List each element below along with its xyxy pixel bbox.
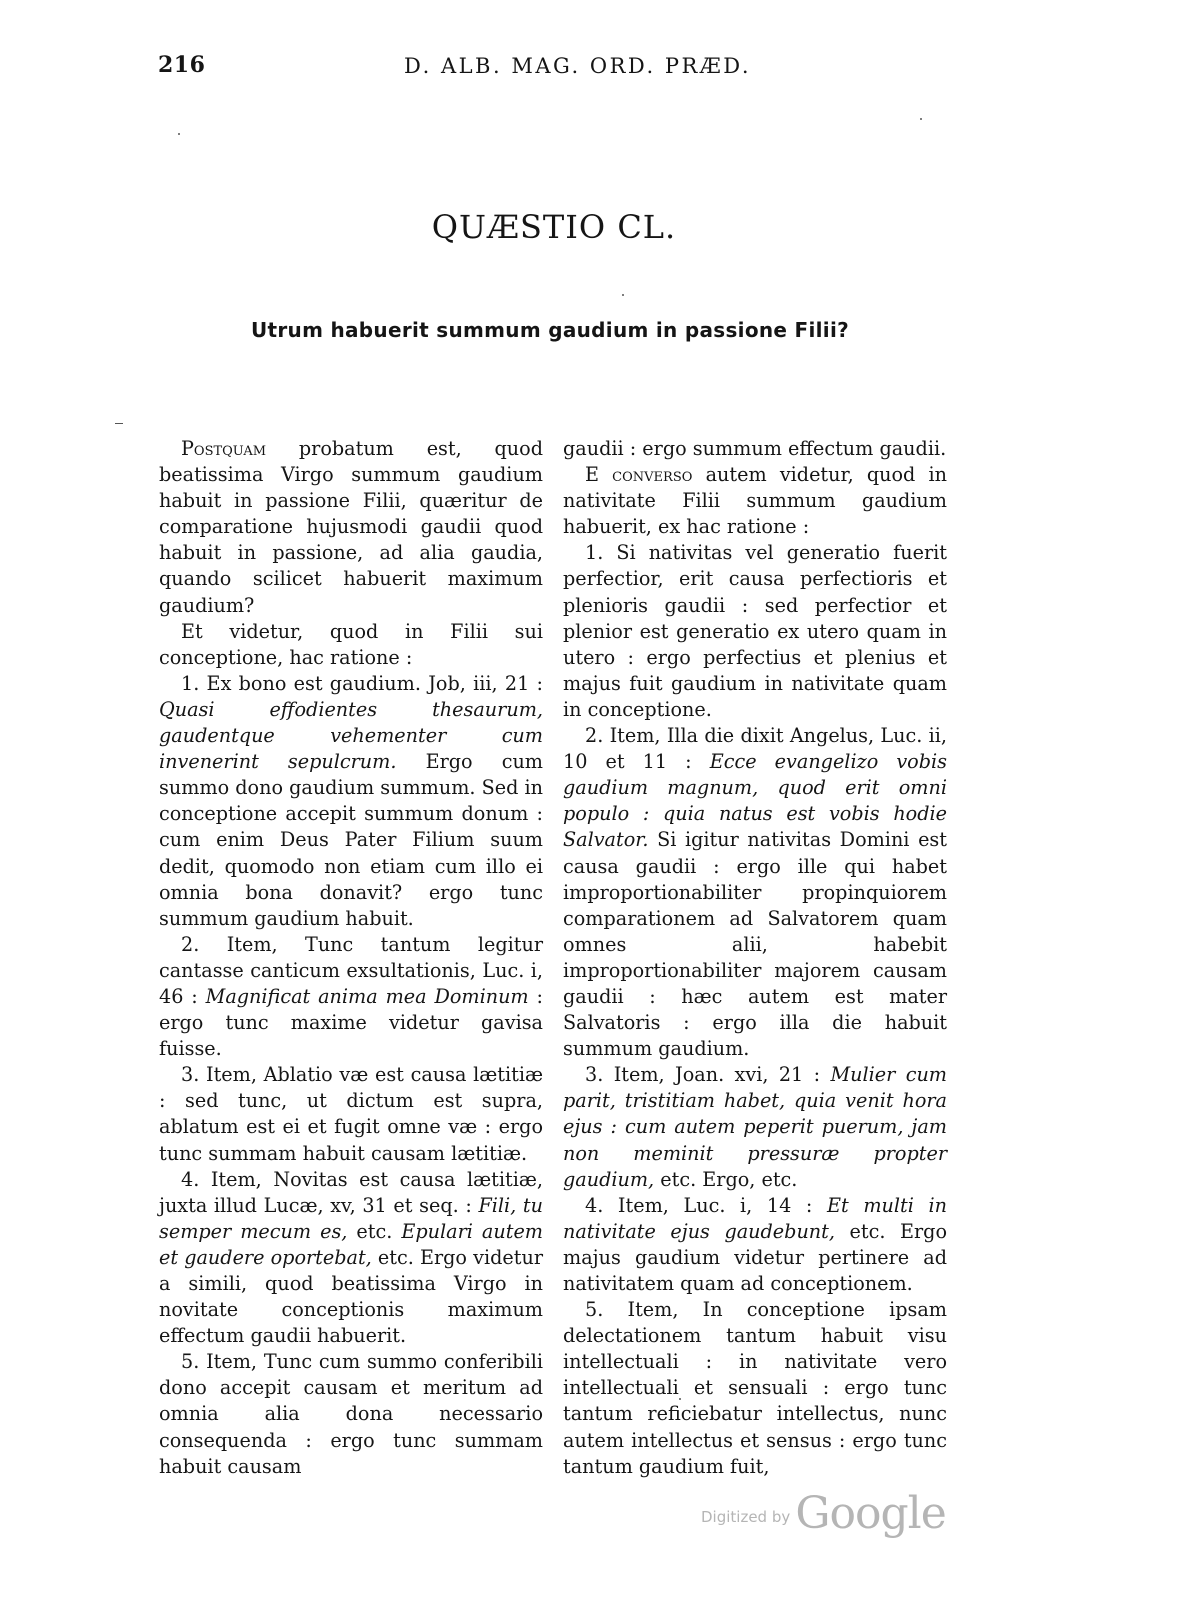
paragraph: [563, 1062, 947, 1192]
chapter-title: [0, 208, 1100, 246]
paragraph-text: etc.: [347, 1219, 402, 1243]
scan-speck: [920, 118, 922, 120]
paragraph-text: 3. Item, Joan. xvi, 21 :: [585, 1063, 831, 1087]
paragraph: [563, 723, 947, 1062]
paragraph-text: 2. Item, Illa die dixit Angelus, Luc. ii, 10 et 11 :: [563, 724, 947, 774]
paragraph: [159, 436, 543, 619]
scripture-quote: Ecce evangelizo vobis gaudium magnum, quod erit omni populo : quia natus est vobis hodie Salvator.: [563, 750, 947, 852]
paragraph: [563, 462, 947, 540]
scan-speck: [622, 294, 624, 296]
paragraph: gaudii : ergo summum effectum gaudii.: [563, 437, 947, 460]
paragraph: [159, 671, 543, 932]
paragraph: [159, 932, 543, 1062]
scripture-quote: Fili, tu semper mecum es,: [159, 1193, 543, 1243]
chapter-title-text: QUÆSTIO CL.: [431, 208, 677, 246]
paragraph-text: etc. Ergo majus gaudium videtur pertinere ad nativitatem quam ad conceptionem.: [563, 1219, 947, 1295]
scripture-quote: Epulari autem et gaudere oportebat,: [159, 1219, 543, 1269]
left-column: [159, 436, 543, 1480]
right-column: [563, 436, 947, 1480]
paragraph-text: 1. Ex bono est gaudium. Job, iii, 21 :: [181, 671, 543, 695]
paragraph: [563, 1193, 947, 1297]
paragraph-text: etc. Ergo, etc.: [654, 1167, 798, 1191]
watermark-prefix: Digitized by: [701, 1508, 791, 1526]
paragraph: Et videtur, quod in Filii sui conceptione, hac ratione :: [159, 619, 543, 669]
paragraph: 5. Item, In conceptione ipsam delectationem tantum habuit visu intellectuali : in nativitate vero intellectuali et sensuali : ergo tunc tantum reficiebatur intellectus, nunc autem intellectus et sensus : ergo tunc tantum gaudium fuit,: [563, 1298, 947, 1478]
scan-speck: [178, 133, 180, 135]
paragraph-text: probatum est, quod beatissima Virgo summum gaudium habuit in passione Filii, quæritur de comparatione hujusmodi gaudii quod habuit in passione, ad alia gaudia, quando scilicet habuerit maximum gaudium?: [159, 437, 543, 617]
google-logo: Google: [795, 1488, 946, 1539]
paragraph-text: 2. Item, Tunc tantum legitur cantasse canticum exsultationis, Luc. i, 46 :: [159, 932, 543, 1008]
question-subtitle: Utrum habuerit summum gaudium in passione Filii?: [250, 318, 850, 342]
scripture-quote: Mulier cum parit, tristitiam habet, quia venit hora ejus : cum autem peperit puerum, jam non meminit pressuræ propter gaudium,: [563, 1063, 947, 1191]
paragraph: [159, 1167, 543, 1350]
paragraph-text: etc. Ergo videtur a simili, quod beatissima Virgo in novitate conceptionis maximum effectum gaudii habuerit.: [159, 1245, 543, 1348]
paragraph-text: 4. Item, Novitas est causa lætitiæ, juxta illud Lucæ, xv, 31 et seq. :: [159, 1167, 543, 1217]
paragraph-text: 4. Item, Luc. i, 14 :: [585, 1193, 828, 1217]
paragraph-text: : ergo tunc maxime videtur gavisa fuisse.: [159, 984, 543, 1061]
scripture-quote: Quasi effodientes thesaurum, gaudentque vehementer cum invenerint sepulcrum.: [159, 697, 543, 774]
page-number: 216: [158, 52, 206, 78]
running-head: D. ALB. MAG. ORD. PRÆD.: [404, 54, 752, 78]
digitized-watermark: [701, 1488, 946, 1539]
scripture-quote: Magnificat anima mea Dominum: [205, 984, 529, 1008]
small-caps-lead: E converso: [585, 463, 693, 487]
paragraph-text: autem videtur, quod in nativitate Filii summum gaudium habuerit, ex hac ratione :: [563, 463, 947, 539]
paragraph: 3. Item, Ablatio væ est causa lætitiæ : sed tunc, ut dictum est supra, ablatum est ei et fugit omne væ : ergo tunc summam habuit causam lætitiæ.: [159, 1063, 543, 1165]
paragraph: 5. Item, Tunc cum summo conferibili dono accepit causam et meritum ad omnia alia dona necessario consequenda : ergo tunc summam habuit causam: [159, 1350, 543, 1478]
scripture-quote: Et multi in nativitate ejus gaudebunt,: [563, 1193, 947, 1243]
paragraph-text: Ergo cum summo dono gaudium summum. Sed in conceptione accepit summum donum : cum enim Deus Pater Filium suum dedit, quomodo non etiam cum illo ei omnia bona donavit? ergo tunc summum gaudium habuit.: [159, 750, 543, 930]
small-caps-lead: Postquam: [181, 437, 267, 460]
scan-speck: [115, 423, 123, 424]
paragraph: 1. Si nativitas vel generatio fuerit perfectior, erit causa perfectioris et plenioris gaudii : sed perfectior et plenior est generatio ex utero quam in utero : ergo perfectius et plenius et majus fuit gaudium in nativitate quam in conceptione.: [563, 541, 947, 721]
paragraph-text: Si igitur nativitas Domini est causa gaudii : ergo ille qui habet improportionabiliter propinquiorem comparationem ad Salvatorem quam omnes alii, habebit improportionabiliter majorem causam gaudii : hæc autem est mater Salvatoris : ergo illa die habuit summum gaudium.: [563, 828, 947, 1061]
